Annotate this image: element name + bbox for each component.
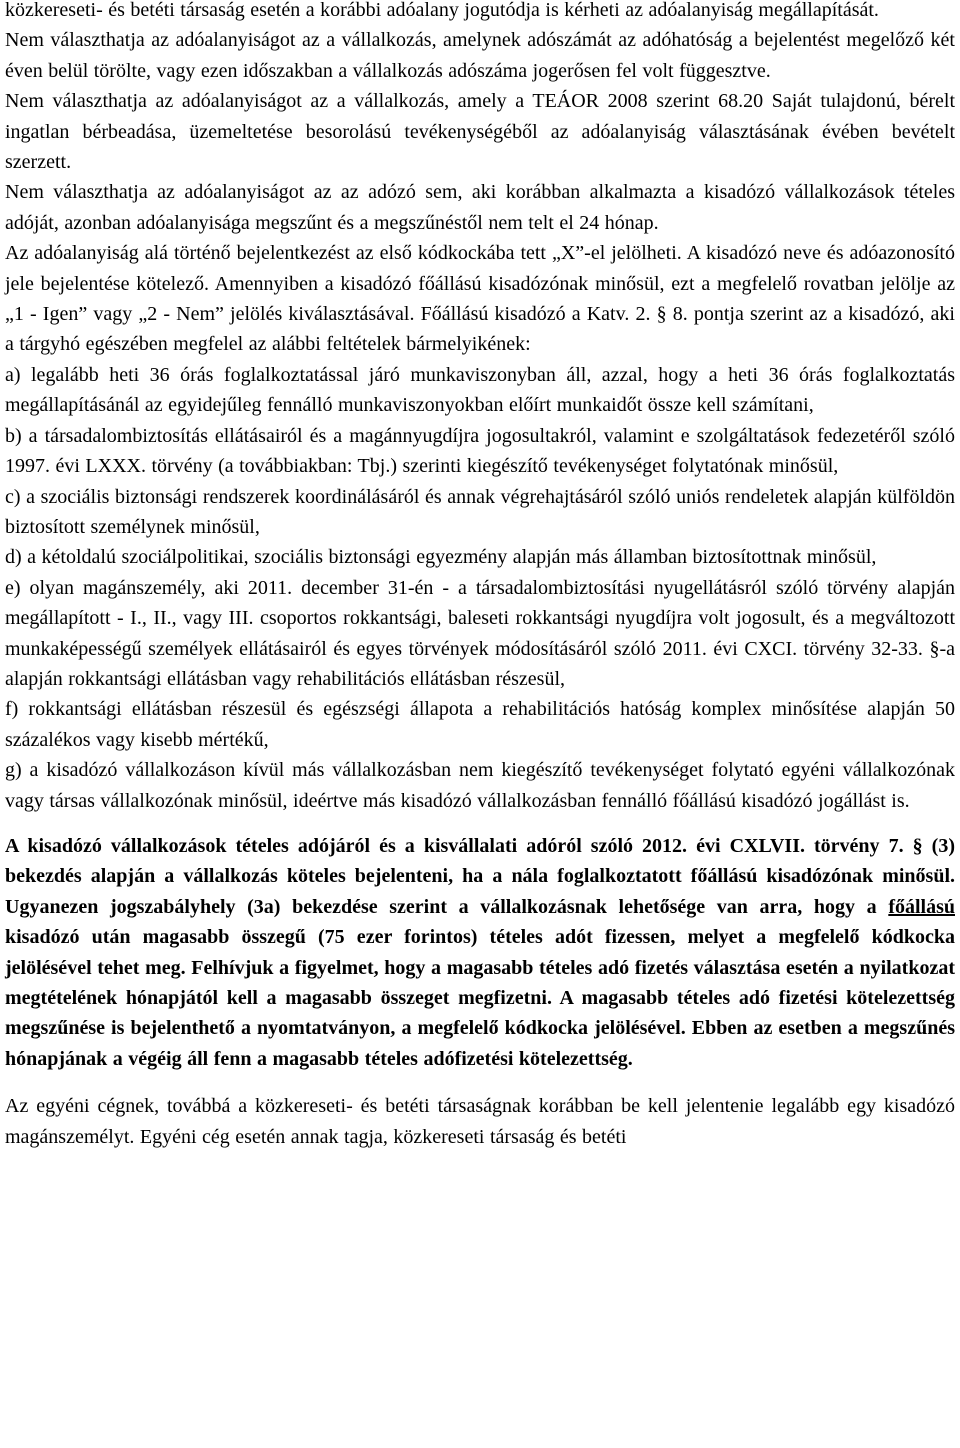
- paragraph-bold-notice: [5, 831, 955, 1074]
- paragraph-succession: közkereseti- és betéti társaság esetén a korábbi adóalany jogutódja is kérheti az adóalanyiság megállapítását.: [5, 0, 879, 21]
- paragraph-teaor-exclusion: Nem választhatja az adóalanyiságot az a vállalkozás, amely a TEÁOR 2008 szerint 68.20 Saját tulajdonú, bérelt ingatlan bérbeadása, üzemeltetése besorolású tevékenységéből az adóalanyiság választásának évében bevételt szerzett.: [5, 90, 955, 174]
- bold-notice-text-after: kisadózó után magasabb összegű (75 ezer forintos) tételes adót fizessen, melyet a megfelelő kódkocka jelölésével tehet meg. Felhívjuk a figyelmet, hogy a magasabb tételes adó fizetés választása esetén a nyilatkozat megtételének hónapjától kell a magasabb összeget megfizetni. A magasabb tételes adó fizetési kötelezettség megszűnése is bejelenthető a nyomtatványon, a megfelelő kódkocka jelölésével. Ebben az esetben a megszűnés hónapjának a végéig áll fenn a magasabb tételes adófizetési kötelezettség.: [5, 926, 955, 1070]
- list-item-g: g) a kisadózó vállalkozáson kívül más vállalkozásban nem kiegészítő tevékenységet folytató egyéni vállalkozónak vagy társas vállalkozónak minősül, ideértve más kisadózó vállalkozásban fennálló főállású kisadózó jogállást is.: [5, 759, 955, 812]
- list-item-a: a) legalább heti 36 órás foglalkoztatással járó munkaviszonyban áll, azzal, hogy a heti 36 órás foglalkoztatás megállapításánál az egyidejűleg fennálló munkaviszonyokban előírt munkaidőt össze kell számítani,: [5, 363, 955, 417]
- list-item-f: f) rokkantsági ellátásban részesül és egészségi állapota a rehabilitációs hatóság komplex minősítése alapján 50 százalékos vagy kisebb mértékű,: [5, 698, 955, 751]
- list-item-e: e) olyan magánszemély, aki 2011. december 31-én - a társadalombiztosítási nyugellátásról szóló törvény alapján megállapított - I., II., vagy III. csoportos rokkantsági, baleseti rokkantsági nyugdíjra volt jogosult, és a megváltozott munkaképességű személyek ellátásairól és egyes törvények módosításáról szóló 2011. évi CXCI. törvény 32-33. §-a alapján rokkantsági ellátásban vagy rehabilitációs ellátásban részesül,: [5, 576, 955, 690]
- list-item-b: b) a társadalombiztosítás ellátásairól és a magánnyugdíjra jogosultakról, valamint e szolgáltatások fedezetéről szóló 1997. évi LXXX. törvény (a továbbiakban: Tbj.) szerinti kiegészítő tevékenységet folytatónak minősül,: [5, 424, 955, 478]
- document-page: [5, 0, 955, 1152]
- bold-notice-text-before: A kisadózó vállalkozások tételes adójáról és a kisvállalati adóról szóló 2012. évi CXLVII. törvény 7. § (3) bekezdés alapján a vállalkozás köteles bejelenteni, ha a nála foglalkoztatott főállású kisadózónak minősül. Ugyanezen jogszabályhely (3a) bekezdése szerint a vállalkozásnak lehetősége van arra, hogy a: [5, 834, 955, 918]
- paragraph-tax-number-deleted: Nem választhatja az adóalanyiságot az a vállalkozás, amelynek adószámát az adóhatóság a bejelentést megelőző két éven belül törölte, vagy ezen időszakban a vállalkozás adószáma jogerősen fel volt függesztve.: [5, 29, 955, 82]
- list-item-d: d) a kétoldalú szociálpolitikai, szociális biztonsági egyezmény alapján más államban biztosítottnak minősül,: [5, 546, 877, 569]
- list-item-c: c) a szociális biztonsági rendszerek koordinálásáról és annak végrehajtásáról szóló uniós rendeletek alapján külföldön biztosított személynek minősül,: [5, 485, 955, 538]
- underlined-term: főállású: [888, 895, 955, 918]
- paragraph-company-members: Az egyéni cégnek, továbbá a közkereseti- és betéti társaságnak korábban be kell jelentenie legalább egy kisadózó magánszemélyt. Egyéni cég esetén annak tagja, közkereseti társaság és betéti: [5, 1095, 955, 1148]
- paragraph-registration-instructions: Az adóalanyiság alá történő bejelentkezést az első kódkockába tett „X”-el jelölheti. A kisadózó neve és adóazonosító jele bejelentése kötelező. Amennyiben a kisadózó főállású kisadózónak minősül, ezt a megfelelő rovatban jelölje az „1 - Igen” vagy „2 - Nem” jelölés kiválasztásával. Főállású kisadózó a Katv. 2. § 8. pontja szerint az a kisadózó, aki a tárgyhó egészében megfelel az alábbi feltételek bármelyikének:: [5, 242, 955, 356]
- paragraph-24-month-rule: Nem választhatja az adóalanyiságot az az adózó sem, aki korábban alkalmazta a kisadózó vállalkozások tételes adóját, azonban adóalanyisága megszűnt és a megszűnéstől nem telt el 24 hónap.: [5, 181, 955, 234]
